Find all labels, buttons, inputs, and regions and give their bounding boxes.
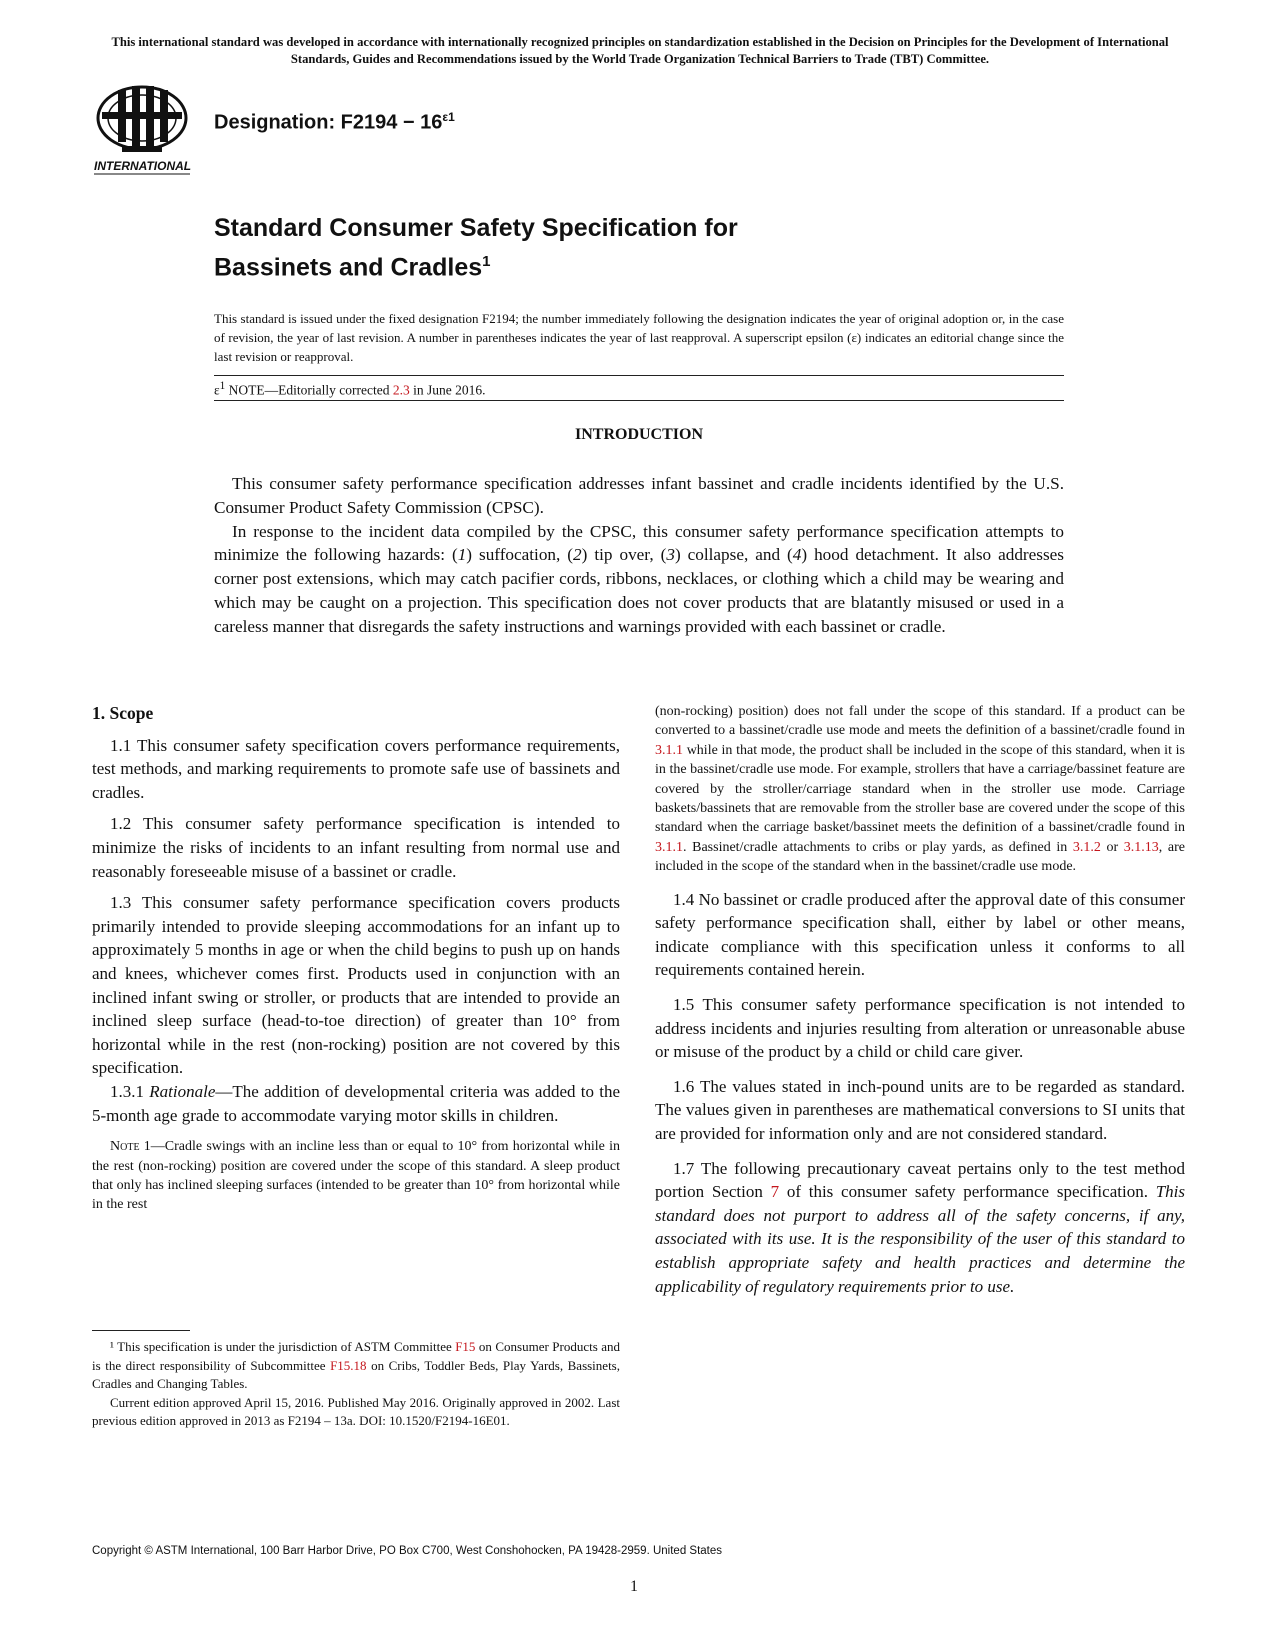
- section-1-2: 1.2 This consumer safety performance specification is intended to minimize the risks of incidents to an infant resulting from normal use and reasonably foreseeable misuse of a bassinet or cradle.: [92, 814, 620, 881]
- standards-notice: This international standard was developed in accordance with internationally recognized principles on standardization established in the Decision on Principles for the Development of International Standards, Guides and Recommendations issued by the World Trade Organization Technical Barriers to Trade (TBT) Committee.: [111, 35, 1169, 66]
- section-link-7[interactable]: 7: [770, 1182, 780, 1202]
- title-footnote-mark: 1: [482, 253, 491, 270]
- title-line-1: Standard Consumer Safety Specification for: [214, 214, 738, 242]
- left-column: [92, 702, 620, 1215]
- introduction-body: [214, 472, 1064, 639]
- section-1-4: 1.4 No bassinet or cradle produced after the approval date of this consumer safety performance specification shall, either by label or other means, indicate compliance with this specification unless it conforms to all requirements contained herein.: [655, 889, 1185, 980]
- epsilon-sup: 1: [219, 380, 226, 392]
- section-1-1: 1.1 This consumer safety specification covers performance requirements, test methods, and marking requirements to promote safe use of bassinets and cradles.: [92, 735, 620, 802]
- designation-superscript: ε1: [442, 110, 455, 124]
- section-link-3-1-1[interactable]: 3.1.1: [655, 742, 683, 758]
- section-1-7: 1.7 The following precautionary caveat pertains only to the test method portion Section 7 of this consumer safety performance specification. This standard does not purport to address all of the safety concerns, if any, associated with its use. It is the responsibility of the user of this standard to establish appropriate safety and health practices and determine the applicability of regulatory requirements prior to use.: [655, 1158, 1185, 1296]
- right-column: [655, 702, 1185, 1298]
- section-link-3-1-2[interactable]: 3.1.2: [1072, 839, 1101, 855]
- footnote-edition: Current edition approved April 15, 2016. Published May 2016. Originally approved in 2002. Last previous edition approved in 2013 as F2194 – 13a. DOI: 10.1520/F2194-16E01.: [92, 1394, 620, 1428]
- page-title: [214, 212, 738, 284]
- editorial-note-suffix: in June 2016.: [409, 382, 486, 398]
- section-link-2-3[interactable]: 2.3: [392, 382, 410, 398]
- footnote-divider: [92, 1330, 190, 1331]
- section-1-3: 1.3 This consumer safety performance specification covers products primarily intended to provide sleeping accommodations for an infant up to approximately 5 months in age or when the child begins to push up on hands and knees, whichever comes first. Products used in conjunction with an inclined infant swing or stroller, or products that are intended to provide an inclined sleep surface (head-to-toe direction) of greater than 10° from horizontal while in the rest (non-rocking) position are not covered by this specification.: [92, 893, 620, 1078]
- intro-paragraph-2: In response to the incident data compiled by the CPSC, this consumer safety performance specification attempts to minimize the following hazards: (1) suffocation, (2) tip over, (3) collapse, and (4) hood detachment. It also addresses corner post extensions, which may catch pacifier cords, ribbons, necklaces, or clothing which a child may be wearing and which may be caught on a projection. This specification does not cover products that are blatantly misused or used in a careless manner that disregards the safety instructions and warnings provided with each bassinet or cradle.: [214, 521, 1064, 636]
- editorial-note: $\varepsilon^1$ NOTE—Editorially corrected 2.3 in June 2016.: [214, 380, 486, 398]
- footnotes: [92, 1338, 620, 1431]
- section-1-5: 1.5 This consumer safety performance specification is not intended to address incidents and injuries resulting from alteration or unreasonable abuse or misuse of the product by a child or child care giver.: [655, 995, 1185, 1062]
- issue-note: This standard is issued under the fixed designation F2194; the number immediately following the designation indicates the year of original adoption or, in the case of revision, the year of last revision. A number in parentheses indicates the year of last reapproval. A superscript epsilon (ε) indicates an editorial change since the last revision or reapproval.: [214, 311, 1064, 364]
- astm-emblem-icon: [92, 80, 202, 178]
- section-1-6: 1.6 The values stated in inch-pound units are to be regarded as standard. The values given in parentheses are mathematical conversions to SI units that are provided for information only and are not considered standard.: [655, 1076, 1185, 1143]
- subcommittee-link-f15-18[interactable]: F15.18: [330, 1357, 367, 1373]
- copyright-footer: Copyright © ASTM International, 100 Barr Harbor Drive, PO Box C700, West Conshohocken, PA 19428-2959. United States: [92, 1545, 723, 1557]
- section-heading-scope: 1. Scope: [92, 703, 154, 723]
- logo-wordmark: INTERNATIONAL: [94, 159, 192, 173]
- editorial-note-text: NOTE—Editorially corrected: [225, 382, 393, 398]
- intro-paragraph-1: This consumer safety performance specification addresses infant bassinet and cradle incidents identified by the U.S. Consumer Product Safety Commission (CPSC).: [214, 474, 1064, 517]
- committee-link-f15[interactable]: F15: [455, 1339, 476, 1354]
- divider: [214, 375, 1064, 376]
- designation-text: Designation: F2194 − 16: [214, 111, 443, 134]
- section-link-3-1-1[interactable]: 3.1.1: [655, 839, 683, 855]
- note-1: Note 1—Cradle swings with an incline less than or equal to 10° from horizontal while in the rest (non-rocking) position are covered under the scope of this standard. A sleep product that only has inclined sleeping surfaces (intended to be greater than 10° from horizontal while in the rest: [92, 1139, 620, 1213]
- divider: [214, 400, 1064, 401]
- footnote-1: ¹ This specification is under the jurisdiction of ASTM Committee F15 on Consumer Products and is the direct responsibility of Subcommittee F15.18 on Cribs, Toddler Beds, Play Yards, Bassinets, Cradles and Changing Tables.: [92, 1339, 621, 1391]
- note-1-continued: (non-rocking) position) does not fall under the scope of this standard. If a product can be converted to a bassinet/cradle use mode and meets the definition of a bassinet/cradle found in 3.1.1 while in that mode, the product shall be included in the scope of this standard, when it is in the bassinet/cradle use mode. For example, strollers that have a carriage/bassinet feature are covered by the stroller/carriage standard when in the stroller use mode. Carriage baskets/bassinets that are removable from the stroller base are covered under the scope of this standard when the carriage basket/bassinet meets the definition of a bassinet/cradle found in 3.1.1. Bassinet/cradle attachments to cribs or play yards, as defined in 3.1.2 or 3.1.13, are included in the scope of the standard when in the bassinet/cradle use mode.: [655, 704, 1186, 875]
- section-1-3-1: 1.3.1 Rationale—The addition of developmental criteria was added to the 5-month age grade to accommodate varying motor skills in children.: [92, 1081, 621, 1125]
- designation: [214, 110, 455, 135]
- section-link-3-1-13[interactable]: 3.1.13: [1123, 839, 1159, 855]
- page-number: 1: [630, 1578, 638, 1595]
- introduction-heading: INTRODUCTION: [574, 426, 703, 443]
- title-line-2: Bassinets and Cradles: [214, 253, 483, 282]
- astm-logo: [92, 80, 202, 178]
